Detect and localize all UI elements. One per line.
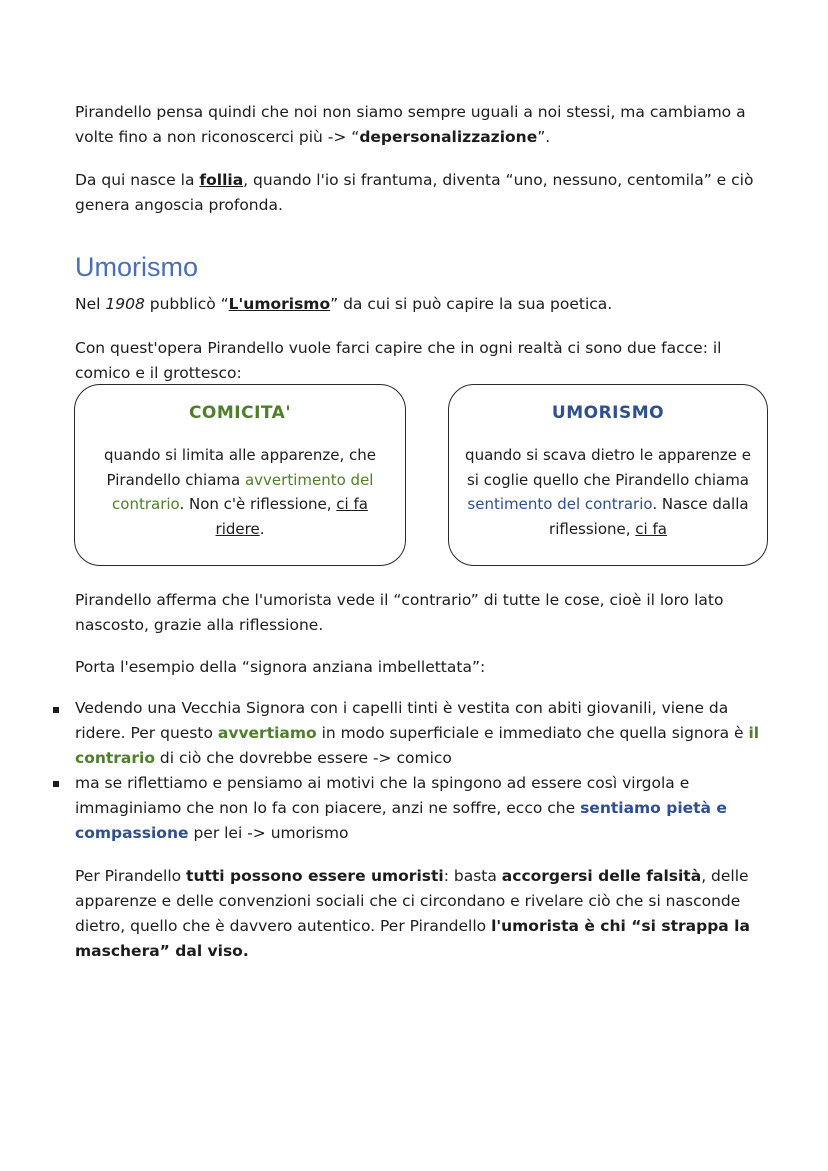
box-umorismo-text: quando si scava dietro le apparenze e si coglie quello che Pirandello chiama sentimento del contrario. Nasce dalla riflessione, ci fa <box>465 446 751 538</box>
paragraph-contrario: Pirandello afferma che l'umorista vede il “contrario” di tutte le cose, cioè il loro lato nascosto, grazie alla riflessione. <box>75 591 724 634</box>
paragraph-depersonalizzazione: Pirandello pensa quindi che noi non siamo sempre uguali a noi stessi, ma cambiamo a volte fino a non riconoscerci più -> “depersonalizzazione”. <box>75 103 746 146</box>
paragraph-follia: Da qui nasce la follia, quando l'io si frantuma, diventa “uno, nessuno, centomila” e ciò genera angoscia profonda. <box>75 171 754 214</box>
bullet-item-umorismo: ma se riflettiamo e pensiamo ai motivi che la spingono ad essere così virgola e immaginiamo che non lo fa con piacere, anzi ne soffre, ecco che sentiamo pietà e compassione per lei -> umorismo <box>75 774 727 842</box>
paragraph-due-facce: Con quest'opera Pirandello vuole farci capire che in ogni realtà ci sono due facce: il comico e il grottesco: <box>75 339 722 382</box>
box-comicita-title: COMICITA' <box>188 403 292 423</box>
paragraph-umoristi: Per Pirandello tutti possono essere umoristi: basta accorgersi delle falsità, delle apparenze e delle convenzioni sociali che ci circondano e rivelare ciò che si nasconde dietro, quello che è davvero autentico. Per Pirandello l'umorista è chi “si strappa la maschera” dal viso. <box>75 867 750 960</box>
bullet-marker <box>53 781 59 787</box>
term-follia: follia <box>199 171 244 189</box>
work-title: L'umorismo <box>228 295 331 313</box>
bullet-marker <box>53 707 59 713</box>
year-1908: 1908 <box>105 295 145 313</box>
term-depersonalizzazione: depersonalizzazione <box>359 128 538 146</box>
paragraph-1908: Nel 1908 pubblicò “L'umorismo” da cui si può capire la sua poetica. <box>75 295 613 313</box>
box-comicita-text: quando si limita alle apparenze, che Pirandello chiama avvertimento del contrario. Non c'è riflessione, ci fa ridere. <box>103 446 377 538</box>
box-umorismo <box>448 384 768 566</box>
section-heading-umorismo: Umorismo <box>75 252 199 282</box>
paragraph-esempio: Porta l'esempio della “signora anziana imbellettata”: <box>75 658 486 676</box>
box-umorismo-title: UMORISMO <box>551 403 665 423</box>
bullet-item-comico: Vedendo una Vecchia Signora con i capelli tinti è vestita con abiti giovanili, viene da ridere. Per questo avvertiamo in modo superficiale e immediato che quella signora è il contrario di ciò che dovrebbe essere -> comico <box>75 699 760 767</box>
box-comicita <box>74 384 406 566</box>
